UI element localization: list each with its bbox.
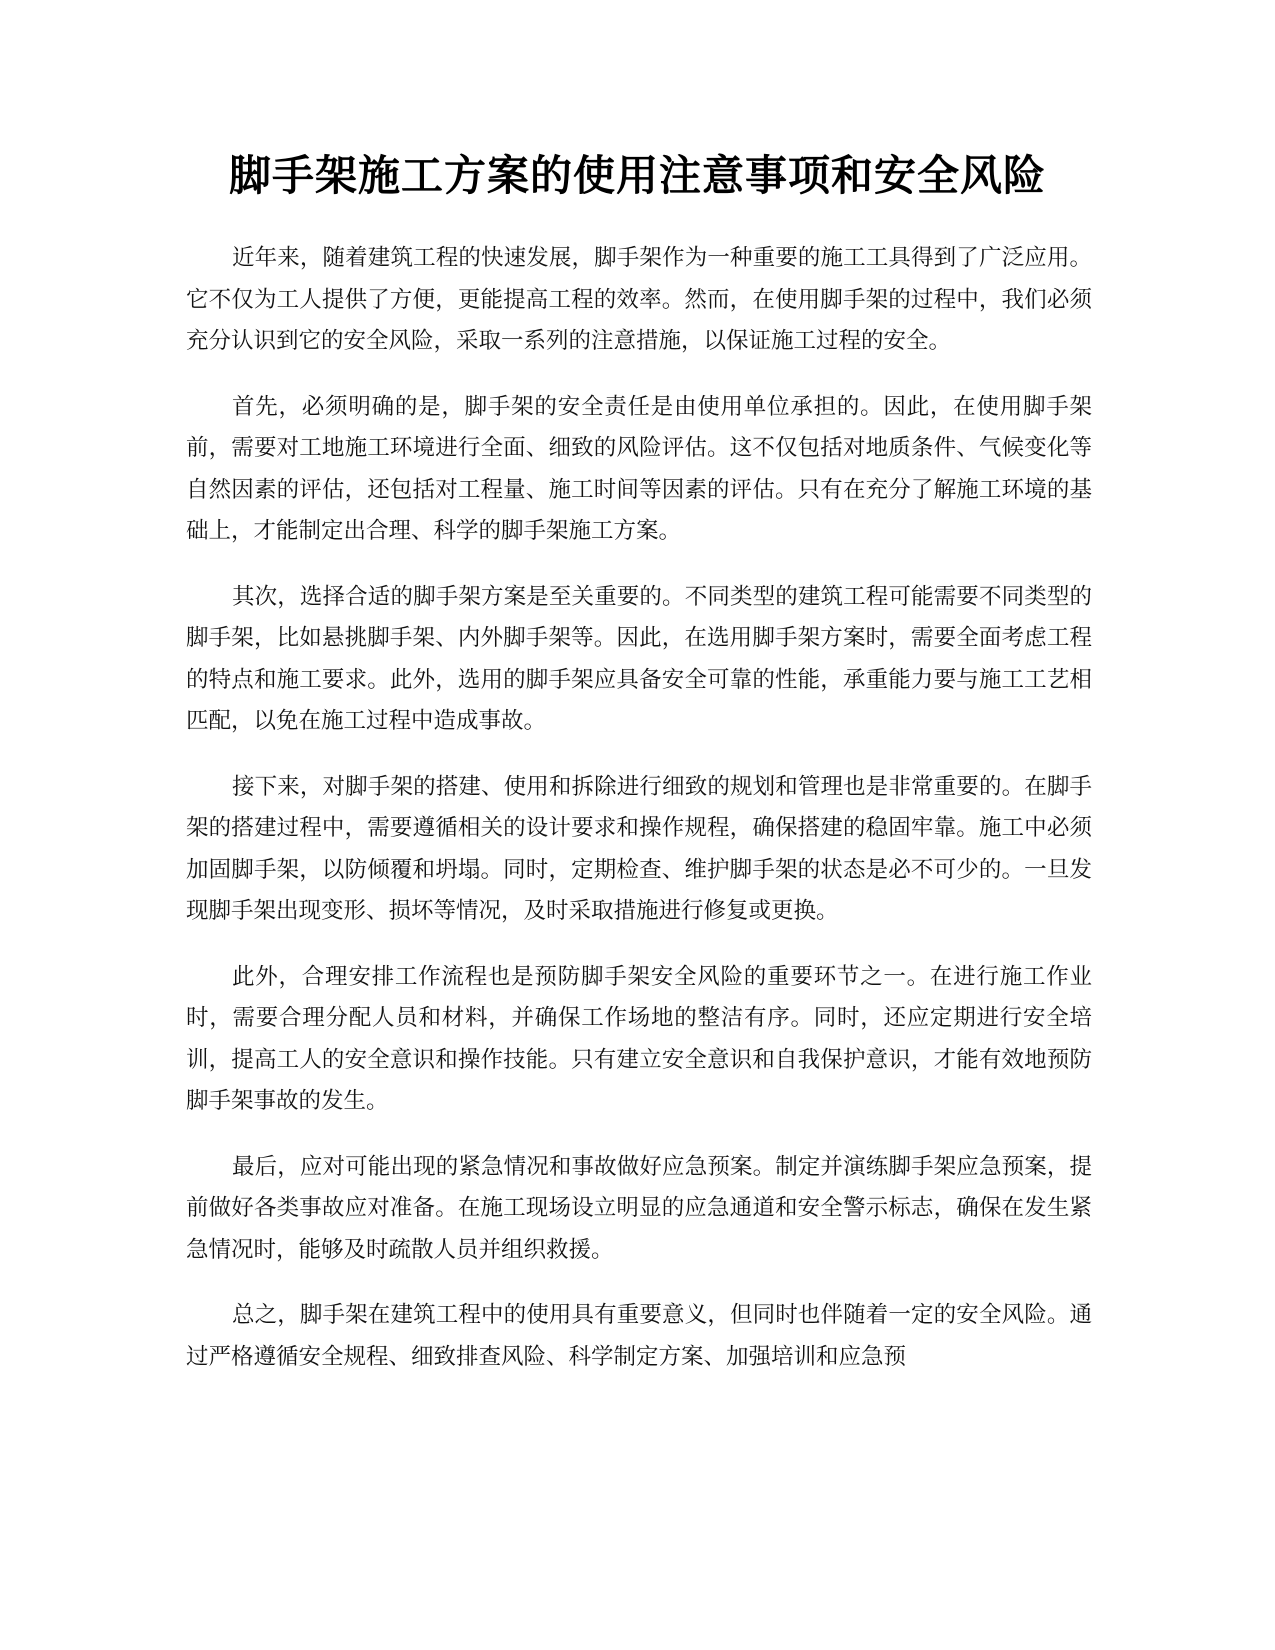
paragraph-conclusion: 总之，脚手架在建筑工程中的使用具有重要意义，但同时也伴随着一定的安全风险。通过严格遵循安全规程、细致排查风险、科学制定方案、加强培训和应急预 <box>186 1302 1092 1370</box>
paragraph-workflow: 此外，合理安排工作流程也是预防脚手架安全风险的重要环节之一。在进行施工作业时，需要合理分配人员和材料，并确保工作场地的整洁有序。同时，还应定期进行安全培训，提高工人的安全意识和操作技能。只有建立安全意识和自我保护意识，才能有效地预防脚手架事故的发生。 <box>186 963 1092 1114</box>
paragraph-erection-management: 接下来，对脚手架的搭建、使用和拆除进行细致的规划和管理也是非常重要的。在脚手架的搭建过程中，需要遵循相关的设计要求和操作规程，确保搭建的稳固牢靠。施工中必须加固脚手架，以防倾覆和坍塌。同时，定期检查、维护脚手架的状态是必不可少的。一旦发现脚手架出现变形、损坏等情况，及时采取措施进行修复或更换。 <box>186 773 1092 924</box>
document-body <box>186 238 1092 1402</box>
paragraph-intro: 近年来，随着建筑工程的快速发展，脚手架作为一种重要的施工工具得到了广泛应用。它不仅为工人提供了方便，更能提高工程的效率。然而，在使用脚手架的过程中，我们必须充分认识到它的安全风险，采取一系列的注意措施，以保证施工过程的安全。 <box>186 245 1092 354</box>
paragraph-scheme-selection: 其次，选择合适的脚手架方案是至关重要的。不同类型的建筑工程可能需要不同类型的脚手架，比如悬挑脚手架、内外脚手架等。因此，在选用脚手架方案时，需要全面考虑工程的特点和施工要求。此外，选用的脚手架应具备安全可靠的性能，承重能力要与施工工艺相匹配，以免在施工过程中造成事故。 <box>186 583 1092 734</box>
document-title: 脚手架施工方案的使用注意事项和安全风险 <box>228 151 1046 200</box>
paragraph-responsibility: 首先，必须明确的是，脚手架的安全责任是由使用单位承担的。因此，在使用脚手架前，需要对工地施工环境进行全面、细致的风险评估。这不仅包括对地质条件、气候变化等自然因素的评估，还包括对工程量、施工时间等因素的评估。只有在充分了解施工环境的基础上，才能制定出合理、科学的脚手架施工方案。 <box>186 393 1092 544</box>
paragraph-emergency: 最后，应对可能出现的紧急情况和事故做好应急预案。制定并演练脚手架应急预案，提前做好各类事故应对准备。在施工现场设立明显的应急通道和安全警示标志，确保在发生紧急情况时，能够及时疏散人员并组织救援。 <box>186 1153 1092 1263</box>
